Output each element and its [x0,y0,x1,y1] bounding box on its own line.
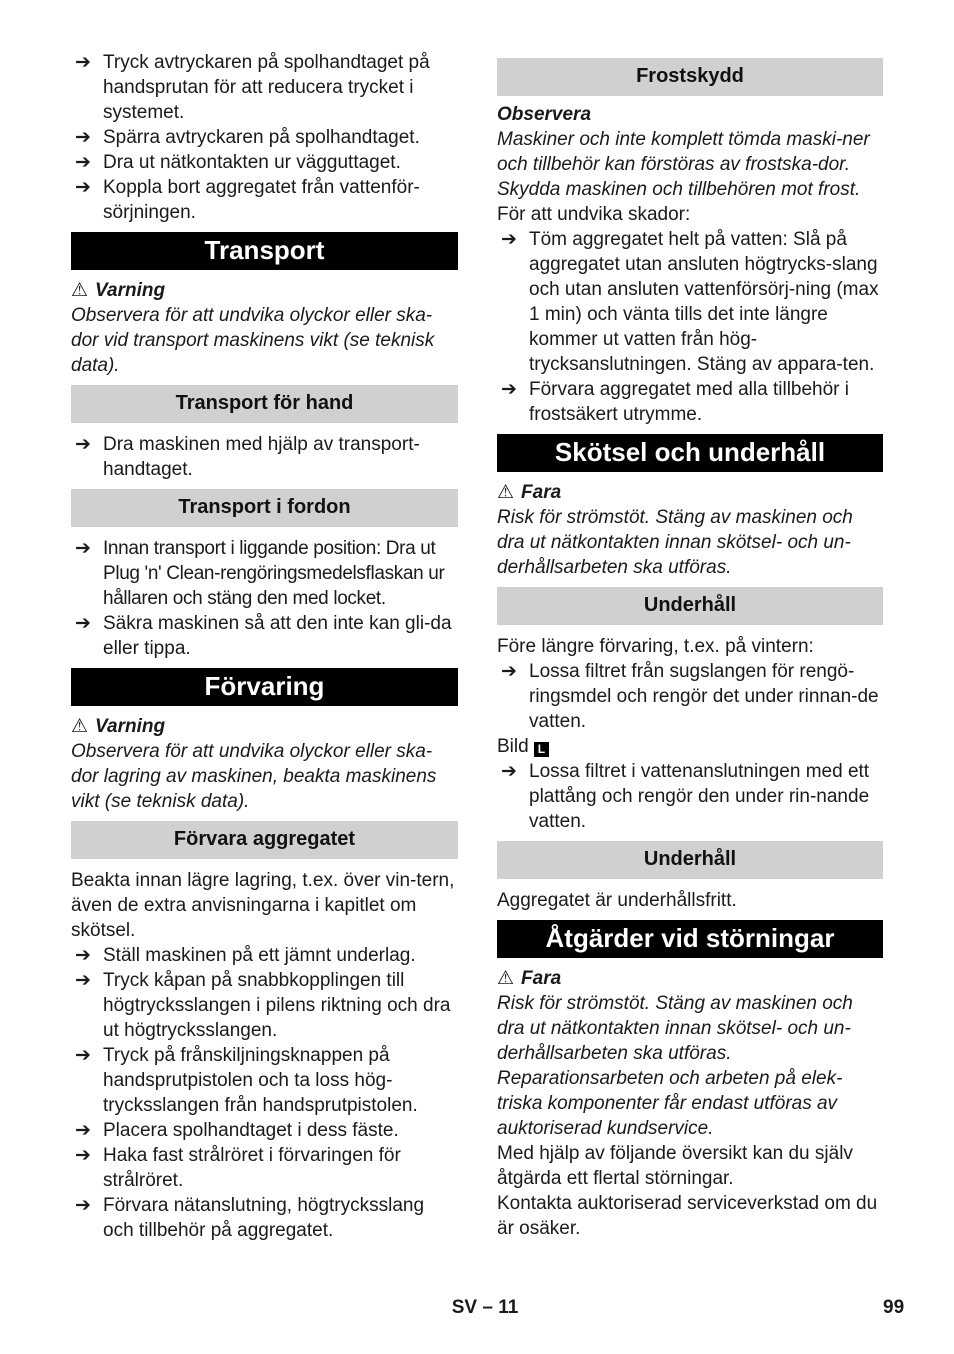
faults-text-1: Med hjälp av följande översikt kan du själv åtgärda ett flertal störningar. [497,1143,853,1189]
faults-text-2: Kontakta auktoriserad serviceverkstad om du är osäker. [497,1193,878,1239]
right-column [497,50,883,1241]
list-item: ➔ Haka fast strålröret i förvaringen för strålröret. [75,1145,401,1191]
warning-text: Observera för att undvika olyckor eller ska-dor lagring av maskinen, beakta maskinens vikt (se teknisk data). [71,741,437,812]
warning-triangle-icon: ⚠ [497,482,515,503]
list-item: ➔ Ställ maskinen på ett jämnt underlag. [75,945,416,966]
arrow-icon: ➔ [501,661,517,682]
figure-letter-badge: L [534,742,549,757]
arrow-icon: ➔ [75,52,91,73]
subsection-heading-maintenance: Underhåll [497,587,883,625]
note-text: Maskiner och inte komplett tömda maski-ner och tillbehör kan förstöras av frostska-dor. Skydda maskinen och tillbehören mot frost. [497,129,870,200]
intro-list [71,50,458,225]
list-item: ➔ Placera spolhandtaget i dess fäste. [75,1120,399,1141]
arrow-icon: ➔ [75,127,91,148]
figure-reference: Bild L [497,734,883,759]
note-label: Observera [497,104,592,125]
subsection-heading-maintenance-2: Underhåll [497,841,883,879]
subsection-heading-transport-hand: Transport för hand [71,385,458,423]
maintenance-intro: Före längre förvaring, t.ex. på vintern: [497,636,814,657]
warning-triangle-icon: ⚠ [71,280,89,301]
repair-text: Reparationsarbeten och arbeten på elek-triska komponenter får endast utföras av auktoriserad kundservice. [497,1068,843,1139]
list-item: ➔ Tryck avtryckaren på spolhandtaget på handsprutan för att reducera trycket i systemet. [75,52,430,123]
left-column [71,50,458,1243]
warning-label: ⚠ Varning [71,716,166,737]
arrow-icon: ➔ [501,229,517,250]
list-item: ➔ Förvara aggregatet med alla tillbehör i frostsäkert utrymme. [501,379,850,425]
danger-label: ⚠ Fara [497,482,562,503]
section-heading-transport: Transport [71,232,458,270]
section-heading-care: Skötsel och underhåll [497,434,883,472]
frost-intro: För att undvika skador: [497,204,691,225]
page-number: 99 [883,1297,905,1318]
list-item: ➔ Tryck kåpan på snabbkopplingen till högtrycksslangen i pilens riktning och dra ut högtrycksslangen. [75,970,451,1041]
danger-text: Risk för strömstöt. Stäng av maskinen och dra ut nätkontakten innan skötsel- och un-derhållsarbeten ska utföras. [497,507,853,578]
maintenance-text: Aggregatet är underhållsfritt. [497,890,737,911]
list-item: ➔ Lossa filtret i vattenanslutningen med ett plattång och rengör den under rin-nande vatten. [501,761,870,832]
section-heading-storage: Förvaring [71,668,458,706]
list-item: ➔ Spärra avtryckaren på spolhandtaget. [75,127,420,148]
arrow-icon: ➔ [75,538,91,559]
list-item: ➔ Koppla bort aggregatet från vattenför-sörjningen. [75,177,420,223]
list-item: ➔ Innan transport i liggande position: Dra ut Plug 'n' Clean-rengöringsmedelsflaskan ur hållaren och stäng den med locket. [75,538,445,609]
subsection-heading-store-unit: Förvara aggregatet [71,821,458,859]
arrow-icon: ➔ [75,970,91,991]
list-item: ➔ Dra maskinen med hjälp av transport-handtaget. [75,434,420,480]
arrow-icon: ➔ [75,1195,91,1216]
arrow-icon: ➔ [75,1045,91,1066]
list-item: ➔ Tryck på frånskiljningsknappen på handsprutpistolen och ta loss hög-trycksslangen från handsprutpistolen. [75,1045,418,1116]
warning-triangle-icon: ⚠ [71,716,89,737]
arrow-icon: ➔ [501,379,517,400]
arrow-icon: ➔ [75,613,91,634]
arrow-icon: ➔ [501,761,517,782]
arrow-icon: ➔ [75,1120,91,1141]
list-item: ➔ Lossa filtret från sugslangen för rengö-ringsmdel och rengör det under rinnan-de vatten. [501,661,879,732]
footer-section-label: SV – 11 [451,1297,519,1318]
arrow-icon: ➔ [75,434,91,455]
warning-label: ⚠ Varning [71,280,166,301]
list-item: ➔ Dra ut nätkontakten ur vägguttaget. [75,152,401,173]
list-item: ➔ Säkra maskinen så att den inte kan gli-da eller tippa. [75,613,452,659]
list-item: ➔ Töm aggregatet helt på vatten: Slå på aggregatet utan ansluten högtrycks-slang och utan ansluten vattenförsörj-ning (max 1 min) och vänta tills det inte längre kommer ut vatten från hög-trycksanslutningen. Stäng av appara-ten. [501,229,879,375]
arrow-icon: ➔ [75,177,91,198]
arrow-icon: ➔ [75,945,91,966]
section-heading-faults: Åtgärder vid störningar [497,920,883,958]
list-item: ➔ Förvara nätanslutning, högtrycksslang och tillbehör på aggregatet. [75,1195,425,1241]
danger-text: Risk för strömstöt. Stäng av maskinen och dra ut nätkontakten innan skötsel- och un-derhållsarbeten ska utföras. [497,993,853,1064]
subsection-heading-frost: Frostskydd [497,58,883,96]
warning-triangle-icon: ⚠ [497,968,515,989]
warning-text: Observera för att undvika olyckor eller ska-dor vid transport maskinens vikt (se teknisk data). [71,305,435,376]
danger-label: ⚠ Fara [497,968,562,989]
store-intro: Beakta innan lägre lagring, t.ex. över vin-tern, även de extra anvisningarna i kapitlet om skötsel. [71,870,455,941]
arrow-icon: ➔ [75,152,91,173]
subsection-heading-transport-vehicle: Transport i fordon [71,489,458,527]
arrow-icon: ➔ [75,1145,91,1166]
